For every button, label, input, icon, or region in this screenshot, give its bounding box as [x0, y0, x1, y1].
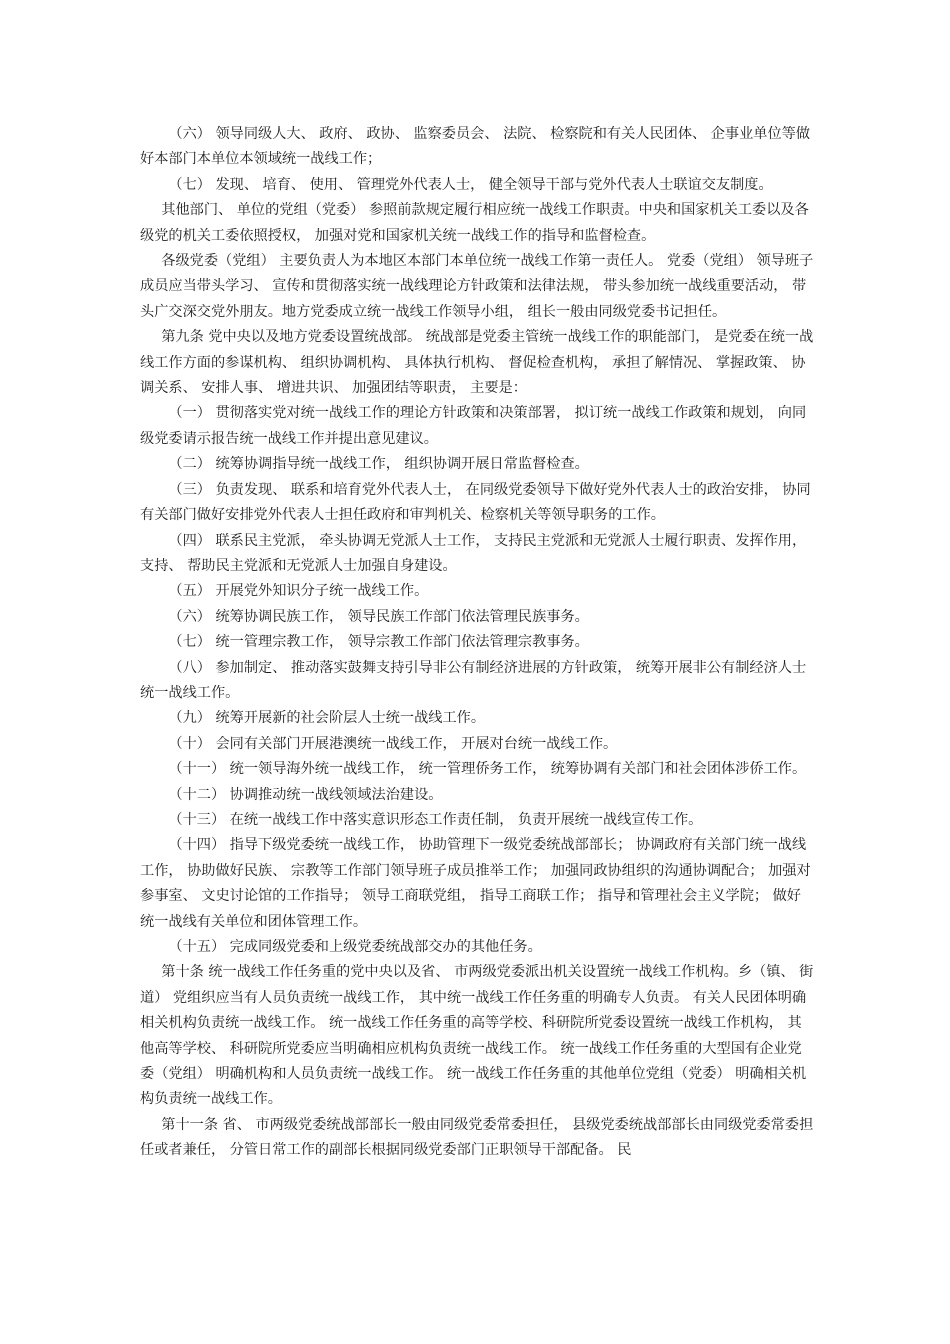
paragraph: （七） 发现、 培育、 使用、 管理党外代表人士， 健全领导干部与党外代表人士联谊交友制度。 — [168, 176, 773, 193]
paragraph: （五） 开展党外知识分子统一战线工作。 — [168, 583, 429, 600]
paragraph: （十四） 指导下级党委统一战线工作， 协助管理下一级党委统战部部长； 协调政府有关部门统一战线工作， 协助做好民族、 宗教等工作部门领导班子成员推举工作； 加强同政协组织的沟通协调配合； 加强对参事室、 文史讨论馆的工作指导； 领导工商联党组， 指导工商联工作； 指导和管理社会主义学院； 做好统一战线有关单位和团体管理工作。 — [140, 837, 811, 930]
paragraph: （十三） 在统一战线工作中落实意识形态工作责任制， 负责开展统一战线宣传工作。 — [168, 811, 703, 828]
paragraph: （八） 参加制定、 推动落实鼓舞支持引导非公有制经济进展的方针政策， 统筹开展非公有制经济人士统一战线工作。 — [140, 659, 807, 701]
paragraph: （十一） 统一领导海外统一战线工作， 统一管理侨务工作， 统筹协调有关部门和社会团体涉侨工作。 — [168, 761, 807, 778]
paragraph: 各级党委（党组） 主要负责人为本地区本部门本单位统一战线工作第一责任人。 党委（党组） 领导班子成员应当带头学习、 宣传和贯彻落实统一战线理论方针政策和法律法规， 带头参加统一战线重要活动， 带头广交深交党外朋友。地方党委成立统一战线工作领导小组， 组长一般由同级党委书记担任。 — [140, 253, 814, 320]
paragraph: 其他部门、 单位的党组（党委） 参照前款规定履行相应统一战线工作职责。中央和国家机关工委以及各级党的机关工委依照授权， 加强对党和国家机关统一战线工作的指导和监督检查。 — [140, 202, 809, 244]
paragraph: （六） 统筹协调民族工作， 领导民族工作部门依法管理民族事务。 — [168, 608, 589, 625]
paragraph: （十） 会同有关部门开展港澳统一战线工作， 开展对台统一战线工作。 — [168, 735, 618, 752]
paragraph: （二） 统筹协调指导统一战线工作， 组织协调开展日常监督检查。 — [168, 456, 589, 473]
paragraph: （七） 统一管理宗教工作， 领导宗教工作部门依法管理宗教事务。 — [168, 634, 589, 651]
paragraph: （十五） 完成同级党委和上级党委统战部交办的其他任务。 — [168, 939, 542, 955]
paragraph: （一） 贯彻落实党对统一战线工作的理论方针政策和决策部署， 拟订统一战线工作政策和规划， 向同级党委请示报告统一战线工作并提出意见建议。 — [140, 405, 807, 447]
paragraph: （九） 统筹开展新的社会阶层人士统一战线工作。 — [168, 710, 486, 727]
paragraph: 第九条 党中央以及地方党委设置统战部。 统战部是党委主管统一战线工作的职能部门， 是党委在统一战线工作方面的参谋机构、 组织协调机构、 具体执行机构、 督促检查机构， 承担了解情况、 掌握政策、 协调关系、 安排人事、 增进共识、 加强团结等职责， 主要是： — [140, 329, 814, 397]
document-body — [140, 122, 815, 1164]
paragraph: 第十一条 省、 市两级党委统战部部长一般由同级党委常委担任， 县级党委统战部部长由同级党委常委担任或者兼任， 分管日常工作的副部长根据同级党委部门正职领导干部配备。 民 — [140, 1116, 814, 1159]
paragraph: （六） 领导同级人大、 政府、 政协、 监察委员会、 法院、 检察院和有关人民团体、 企事业单位等做好本部门本单位本领域统一战线工作； — [140, 126, 811, 168]
paragraph: （三） 负责发现、 联系和培育党外代表人士， 在同级党委领导下做好党外代表人士的政治安排， 协同有关部门做好安排党外代表人士担任政府和审判机关、检察机关等领导职务的工作。 — [140, 481, 811, 524]
paragraph: （十二） 协调推动统一战线领域法治建设。 — [168, 786, 443, 803]
paragraph: （四） 联系民主党派， 牵头协调无党派人士工作， 支持民主党派和无党派人士履行职责、发挥作用， 支持、 帮助民主党派和无党派人士加强自身建设。 — [140, 532, 811, 574]
paragraph: 第十条 统一战线工作任务重的党中央以及省、 市两级党委派出机关设置统一战线工作机构。乡（镇、 街道） 党组织应当有人员负责统一战线工作， 其中统一战线工作任务重的明确专人负责。 有关人民团体明确相关机构负责统一战线工作。 统一战线工作任务重的高等学校、科研院所党委设置统一战线工作机构， 其他高等学校、 科研院所党委应当明确相应机构负责统一战线工作。 统一战线工作任务重的大型国有企业党委（党组） 明确机构和人员负责统一战线工作。 统一战线工作任务重的其他单位党组（党委） 明确相关机构负责统一战线工作。 — [140, 964, 814, 1108]
